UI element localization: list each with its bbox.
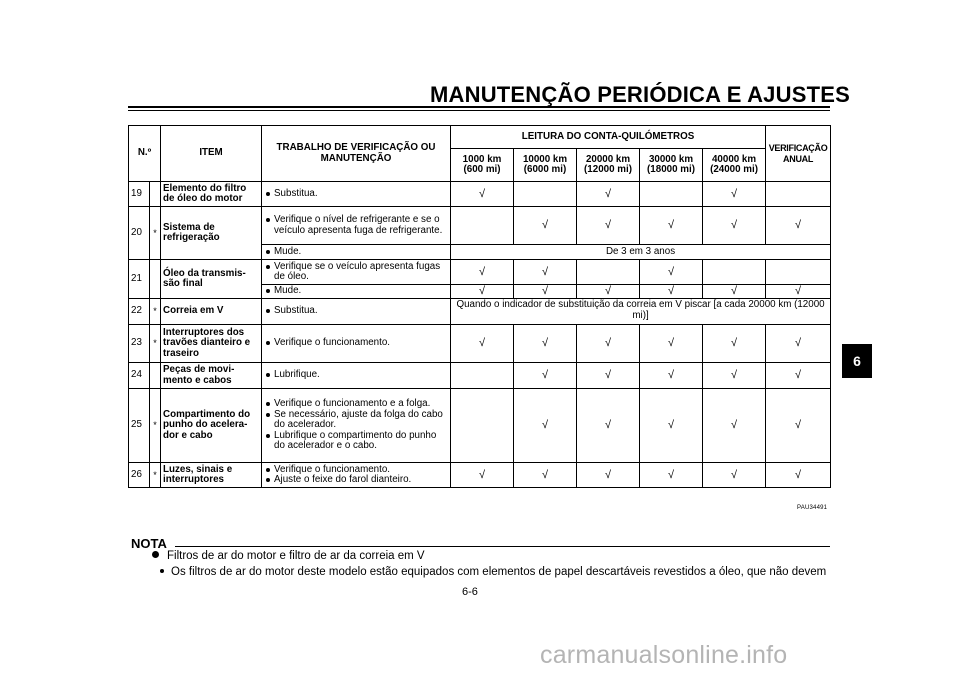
check-mark: √ [766, 325, 831, 363]
check-mark: √ [577, 389, 640, 463]
check-mark: √ [451, 325, 514, 363]
row-work: Lubrifique o compartimento do punho do acelerador e o cabo. [274, 431, 448, 452]
row-number: 23 [129, 325, 150, 363]
check-mark: √ [514, 325, 577, 363]
row-work: Verifique o nível de refrigerante e se o veículo apresenta fuga de refrigerante. [274, 215, 448, 236]
check-mark: √ [766, 363, 831, 389]
table-row-24 [129, 363, 831, 389]
row-item: Interruptores dos travões dianteiro e traseiro [161, 325, 262, 363]
title-rule-thin [128, 110, 830, 111]
row-work: Mude. [274, 247, 448, 258]
star-mark: * [150, 207, 161, 260]
check-mark: √ [640, 325, 703, 363]
row-interval-note: Quando o indicador de substituição da correia em V piscar [a cada 20000 km (12000 mi)] [451, 299, 831, 325]
check-mark: √ [577, 207, 640, 245]
check-mark: √ [703, 389, 766, 463]
row-number: 21 [129, 260, 150, 299]
check-mark: √ [451, 285, 514, 299]
check-mark: √ [514, 285, 577, 299]
nota-title: NOTA [131, 536, 167, 551]
row-item: Luzes, sinais e interruptores [161, 463, 262, 488]
check-mark: √ [703, 325, 766, 363]
check-mark: √ [514, 207, 577, 245]
check-mark: √ [514, 463, 577, 488]
star-mark: * [150, 299, 161, 325]
header-interval-10000: 10000 km (6000 mi) [514, 149, 577, 182]
row-item: Compartimento do punho do acelera- dor e cabo [161, 389, 262, 463]
row-work: Verifique o funcionamento. [274, 338, 448, 349]
row-interval-note: De 3 em 3 anos [451, 245, 831, 260]
maintenance-table [128, 125, 831, 488]
row-item: Peças de movi- mento e cabos [161, 363, 262, 389]
row-work: Verifique se o veículo apresenta fugas de óleo. [274, 262, 448, 283]
header-num: N.º [129, 126, 161, 182]
row-work: Substitua. [274, 189, 448, 200]
header-work: TRABALHO DE VERIFICAÇÃO OU MANUTENÇÃO [262, 126, 451, 182]
check-mark: √ [577, 182, 640, 207]
check-mark: √ [703, 207, 766, 245]
nota-line-2: Os filtros de ar do motor deste modelo estão equipados com elementos de papel descartáveis revestidos a óleo, que não devem [160, 566, 826, 578]
star-mark: * [150, 325, 161, 363]
page-number: 6-6 [462, 586, 478, 598]
row-work: Substitua. [274, 306, 448, 317]
table-row-26 [129, 463, 831, 488]
header-item: ITEM [161, 126, 262, 182]
star-mark: * [150, 463, 161, 488]
row-number: 19 [129, 182, 150, 207]
watermark: carmanualsonline.info [540, 641, 788, 669]
check-mark: √ [451, 463, 514, 488]
check-mark: √ [703, 182, 766, 207]
check-mark: √ [766, 389, 831, 463]
check-mark: √ [577, 325, 640, 363]
check-mark: √ [766, 207, 831, 245]
check-mark: √ [766, 463, 831, 488]
check-mark: √ [514, 389, 577, 463]
row-work: Lubrifique. [274, 370, 448, 381]
check-mark: √ [640, 260, 703, 285]
header-interval-40000: 40000 km (24000 mi) [703, 149, 766, 182]
row-item: Correia em V [161, 299, 262, 325]
check-mark: √ [703, 285, 766, 299]
table-row-22 [129, 299, 831, 325]
check-mark: √ [514, 260, 577, 285]
title-rule [128, 106, 830, 108]
star-mark: * [150, 389, 161, 463]
check-mark: √ [766, 285, 831, 299]
row-item: Sistema de refrigeração [161, 207, 262, 260]
row-item: Elemento do filtro de óleo do motor [161, 182, 262, 207]
check-mark: √ [577, 285, 640, 299]
row-work: Verifique o funcionamento e a folga. [274, 399, 448, 410]
row-work: Mude. [274, 286, 448, 297]
check-mark: √ [640, 363, 703, 389]
bullet-icon [160, 569, 164, 573]
row-item: Óleo da transmis- são final [161, 260, 262, 299]
check-mark: √ [640, 285, 703, 299]
nota-rule [175, 546, 830, 547]
check-mark: √ [640, 207, 703, 245]
check-mark: √ [640, 463, 703, 488]
page-title: MANUTENÇÃO PERIÓDICA E AJUSTES [430, 82, 850, 107]
row-work: Ajuste o feixe do farol dianteiro. [274, 475, 448, 486]
nota-line-1: Filtros de ar do motor e filtro de ar da correia em V [152, 550, 425, 562]
check-mark: √ [577, 363, 640, 389]
header-interval-30000: 30000 km (18000 mi) [640, 149, 703, 182]
check-mark: √ [703, 363, 766, 389]
table-row-19 [129, 182, 831, 207]
bullet-icon [152, 551, 159, 558]
header-interval-1000: 1000 km (600 mi) [451, 149, 514, 182]
header-odometer: LEITURA DO CONTA-QUILÓMETROS [451, 126, 766, 149]
check-mark: √ [640, 389, 703, 463]
row-number: 25 [129, 389, 150, 463]
table-row-20 [129, 207, 831, 245]
header-annual: VERIFICAÇÃO ANUAL [766, 126, 831, 182]
reference-code: PAU34491 [797, 505, 828, 511]
table-row-21 [129, 260, 831, 285]
row-work: Verifique o funcionamento. [274, 465, 448, 476]
check-mark: √ [451, 260, 514, 285]
row-number: 26 [129, 463, 150, 488]
row-number: 20 [129, 207, 150, 260]
check-mark: √ [577, 463, 640, 488]
check-mark: √ [451, 182, 514, 207]
table-row-25 [129, 389, 831, 463]
chapter-tab[interactable]: 6 [842, 344, 872, 378]
row-work: Se necessário, ajuste da folga do cabo do acelerador. [274, 410, 448, 431]
header-interval-20000: 20000 km (12000 mi) [577, 149, 640, 182]
table-row-23 [129, 325, 831, 363]
row-number: 24 [129, 363, 150, 389]
row-number: 22 [129, 299, 150, 325]
check-mark: √ [703, 463, 766, 488]
check-mark: √ [514, 363, 577, 389]
